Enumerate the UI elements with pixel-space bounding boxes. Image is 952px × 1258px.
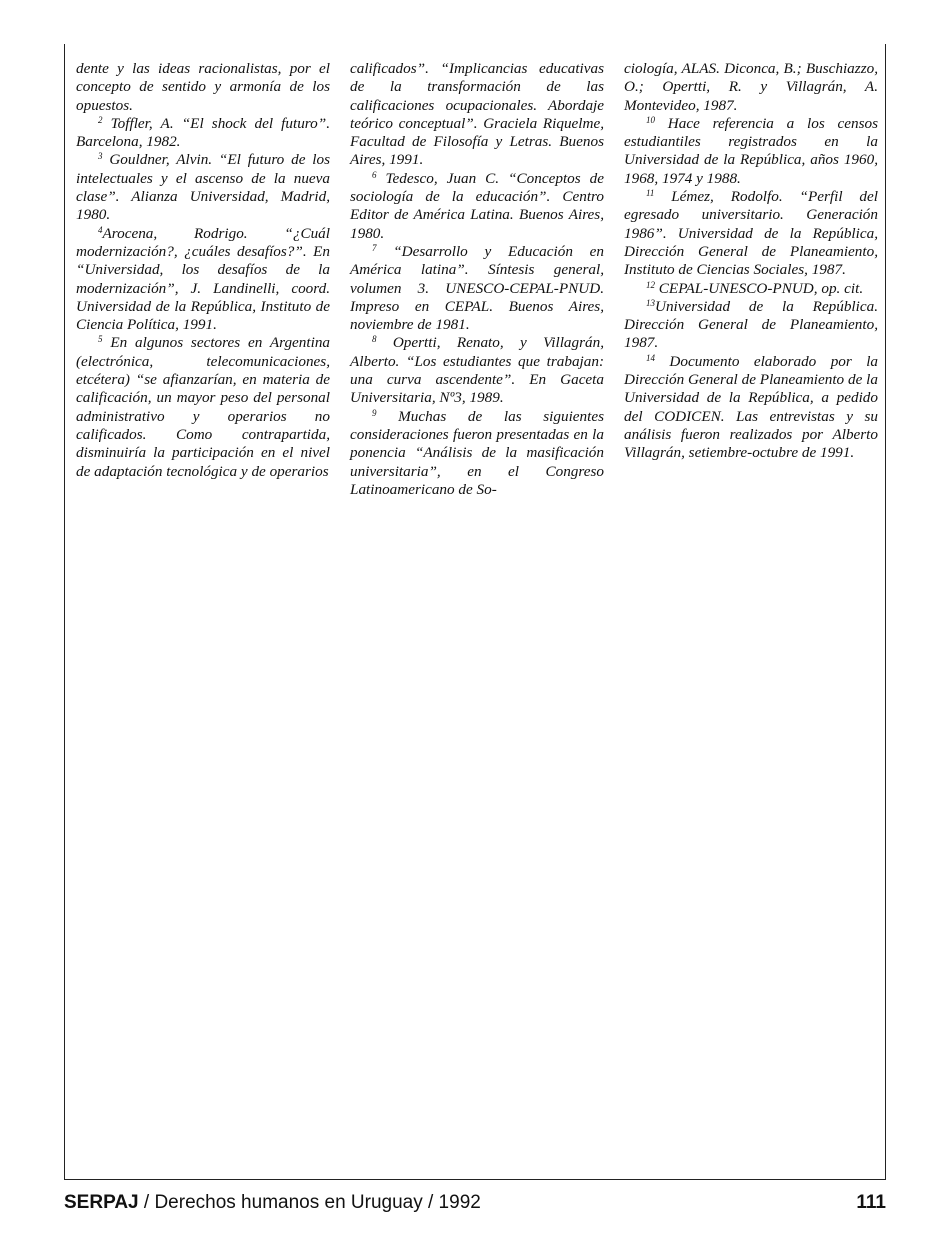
footnote-number: 2 [98, 114, 103, 125]
footnote-number: 8 [372, 334, 377, 345]
footnote-14: $^{14}$ Documento elaborado por la Dirección General de Planeamiento de la Universidad de la República, a pedido del CODICEN. Las entrevistas y su análisis fueron realizados por Alberto Villagrán, setiembre-octubre de 1991. [624, 352, 879, 462]
footnote-number: 13 [646, 297, 655, 308]
footnote-11: $^{11}$ Lémez, Rodolfo. “Perfil del egresado universitario. Generación 1986”. Universidad de la República, Dirección General de Planeamiento, Instituto de Ciencias Sociales, 1987. [624, 188, 878, 279]
footnote-continuation: dente y las ideas racionalistas, por el concepto de sentido y armonía de los opuestos. [76, 60, 330, 114]
page-footer [64, 1190, 886, 1220]
page-number: 111 [856, 1192, 886, 1213]
column-2 [350, 60, 604, 499]
footnote-number: 6 [372, 169, 377, 180]
footnote-number: 3 [98, 151, 103, 162]
column-1 [76, 60, 330, 481]
footnote-number: 9 [372, 407, 377, 418]
footnote-continuation: calificados”. “Implicancias educativas de la transformación de las calificaciones ocupacionales. Abordaje teórico conceptual”. Graciela Riquelme, Facultad de Filosofía y Letras. Buenos Aires, 1991. [350, 60, 604, 169]
footnote-number: 10 [646, 114, 655, 125]
footnote-number: 4 [98, 224, 103, 235]
footer-title [64, 1192, 481, 1214]
footnote-number: 11 [646, 188, 655, 199]
footnote-3: $^3$ Gouldner, Alvin. “El futuro de los intelectuales y el ascenso de la nueva clase”. Alianza Universidad, Madrid, 1980. [76, 151, 331, 224]
footnote-2: $^2$ Toffler, A. “El shock del futuro”. Barcelona, 1982. [76, 114, 330, 151]
column-3 [624, 60, 878, 463]
footnote-number: 5 [98, 334, 103, 345]
footnote-number: 12 [646, 279, 655, 290]
footnote-8: $^8$ Opertti, Renato, y Villagrán, Alberto. “Los estudiantes que trabajan: una curva ascendente”. En Gaceta Universitaria, Nº3, 1989. [350, 334, 604, 407]
footer-publication: / Derechos humanos en Uruguay / 1992 [138, 1192, 481, 1213]
footnote-5: $^5$ En algunos sectores en Argentina (electrónica, telecomunicaciones, etcétera) “se afianzarían, en materia de calificación, un mayor peso del personal administrativo y operarios no calificados. Como contrapartida, disminuiría la participación en el nivel de adaptación tecnológica y de operarios [76, 334, 331, 480]
footnote-number: 14 [646, 352, 655, 363]
footnote-13: $^{13}$Universidad de la República. Dirección General de Planeamiento, 1987. [624, 297, 878, 352]
footnote-4: $^4$Arocena, Rodrigo. “¿Cuál modernización?, ¿cuáles desafíos?”. En “Universidad, los desafíos de la modernización”, J. Landinelli, coord. Universidad de la República, Instituto de Ciencia Política, 1991. [76, 224, 330, 334]
footnote-number: 7 [372, 242, 377, 253]
footnote-9: $^9$ Muchas de las siguientes consideraciones fueron presentadas en la ponencia “Análisis de la masificación universitaria”, en el Congreso Latinoamericano de So- [350, 407, 604, 498]
footnote-6: $^6$ Tedesco, Juan C. “Conceptos de sociología de la educación”. Centro Editor de América Latina. Buenos Aires, 1980. [350, 169, 604, 242]
footer-brand: SERPAJ [64, 1192, 139, 1213]
footnote-7: $^7$ “Desarrollo y Educación en América latina”. Síntesis general, volumen 3. UNESCO-CEPAL-PNUD. Impreso en CEPAL. Buenos Aires, noviembre de 1981. [350, 242, 604, 334]
footnote-12: $^{12}$ CEPAL-UNESCO-PNUD, op. cit. [646, 279, 864, 297]
footnote-10: $^{10}$ Hace referencia a los censos estudiantiles registrados en la Universidad de la República, años 1960, 1968, 1974 y 1988. [624, 114, 879, 187]
footnote-continuation: ciología, ALAS. Diconca, B.; Buschiazzo, O.; Opertti, R. y Villagrán, A. Montevideo, 1987. [624, 60, 878, 114]
